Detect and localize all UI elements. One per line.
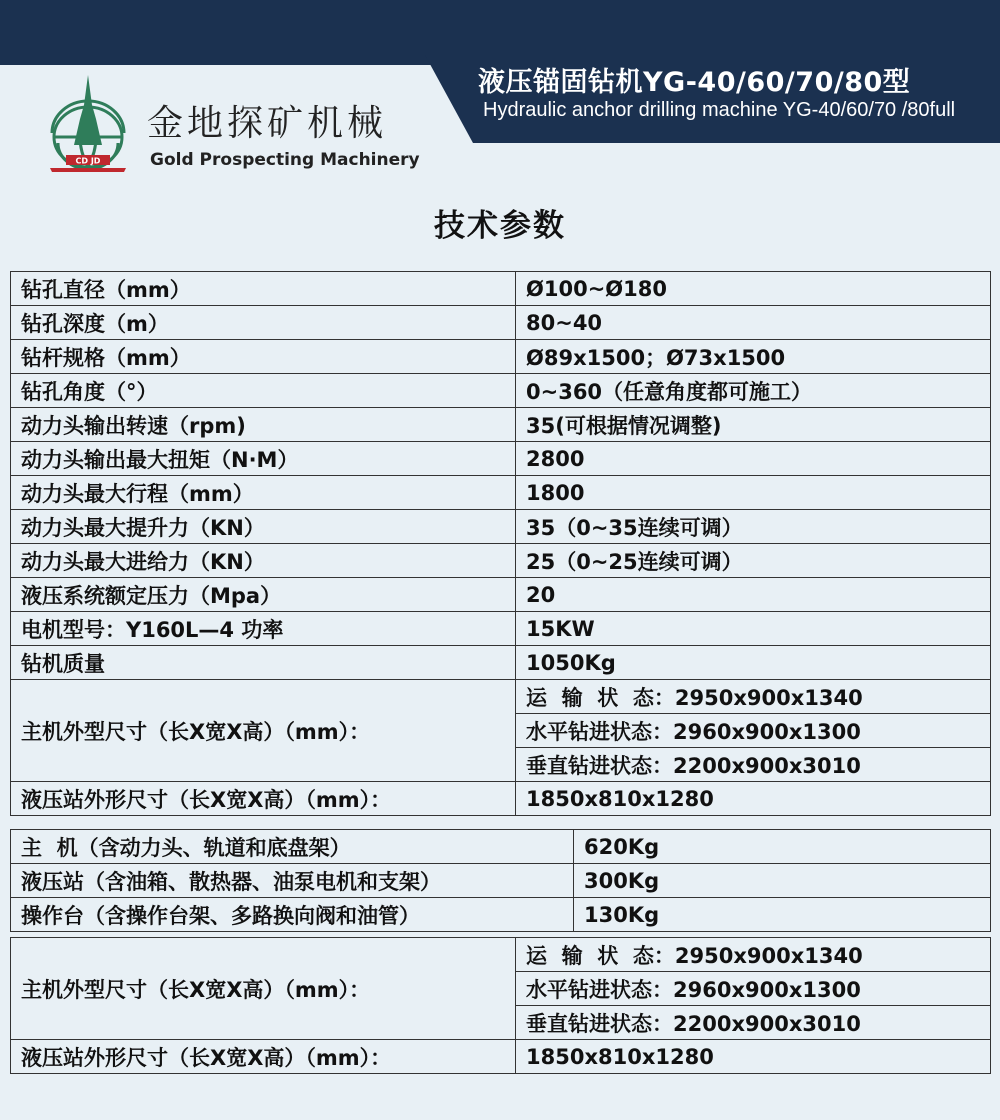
table-row [11, 938, 991, 972]
spec-value: 1800 [516, 476, 991, 510]
weight-label: 液压站（含油箱、散热器、油泵电机和支架） [11, 864, 574, 898]
dimension-cell [516, 748, 991, 782]
section-title: 技术参数 [434, 208, 566, 244]
spec-value: Ø89x1500；Ø73x1500 [516, 340, 991, 374]
weight-table [10, 829, 991, 932]
table-row [11, 646, 991, 680]
spec-label: 钻杆规格（mm） [11, 340, 516, 374]
dimension-cell [516, 680, 991, 714]
weight-value: 130Kg [574, 898, 991, 932]
dimension-state: 垂直钻进状态： [526, 1011, 673, 1036]
dimension-value: 2950x900x1340 [674, 685, 863, 710]
dimension-cell [516, 938, 991, 972]
spec-value: 1850x810x1280 [516, 782, 991, 816]
spec-label: 钻孔直径（mm） [11, 272, 516, 306]
spec-value: 35（0~35连续可调） [516, 510, 991, 544]
spec-label: 液压系统额定压力（Mpa） [11, 578, 516, 612]
spec-value: 1050Kg [516, 646, 991, 680]
spec-label: 电机型号：Y160L—4 功率 [11, 612, 516, 646]
dimension-state: 水平钻进状态： [526, 719, 673, 744]
dimension-state: 垂直钻进状态： [526, 753, 673, 778]
table-row [11, 898, 991, 932]
brand-name-en: Gold Prospecting Machinery [150, 150, 420, 170]
spec-label: 液压站外形尺寸（长X宽X高）（mm）： [11, 1040, 516, 1074]
spec-table [10, 271, 991, 816]
table-row [11, 830, 991, 864]
table-row [11, 340, 991, 374]
dimension-value: 2960x900x1300 [673, 719, 861, 744]
brand-name-cn: 金地探矿机械 [147, 103, 388, 144]
table-row [11, 1040, 991, 1074]
spec-label: 钻孔深度（m） [11, 306, 516, 340]
spec-label: 液压站外形尺寸（长X宽X高）（mm）： [11, 782, 516, 816]
dimension-state: 运 输 状 态： [526, 943, 675, 968]
table-row [11, 510, 991, 544]
spec-value: 15KW [516, 612, 991, 646]
dimension-state: 运 输 状 态： [526, 685, 675, 710]
dimension-cell [516, 1006, 991, 1040]
spec-label: 动力头输出最大扭矩（N·M） [11, 442, 516, 476]
dimension-state: 水平钻进状态： [526, 977, 673, 1002]
table-row [11, 306, 991, 340]
product-title: 液压锚固钻机YG-40/60/70/80型 [478, 67, 911, 98]
spec-value: 0~360（任意角度都可施工） [516, 374, 991, 408]
weight-label: 主 机（含动力头、轨道和底盘架） [11, 830, 574, 864]
table-row [11, 408, 991, 442]
weight-label: 操作台（含操作台架、多路换向阀和油管） [11, 898, 574, 932]
table-row [11, 782, 991, 816]
spec-value: 20 [516, 578, 991, 612]
dimension-value: 2200x900x3010 [673, 753, 861, 778]
spec-label: 动力头最大进给力（KN） [11, 544, 516, 578]
table-row [11, 476, 991, 510]
weight-value: 620Kg [574, 830, 991, 864]
dimension-cell [516, 714, 991, 748]
spec-value: 2800 [516, 442, 991, 476]
dimension-value: 2960x900x1300 [673, 977, 861, 1002]
dimension-value: 2200x900x3010 [673, 1011, 861, 1036]
table-row [11, 374, 991, 408]
table-row [11, 680, 991, 714]
table-row [11, 442, 991, 476]
table-row [11, 612, 991, 646]
table-row [11, 864, 991, 898]
dimension-label: 主机外型尺寸（长X宽X高）（mm）： [11, 938, 516, 1040]
dimension-label: 主机外型尺寸（长X宽X高）（mm）： [11, 680, 516, 782]
weight-value: 300Kg [574, 864, 991, 898]
logo-text: CD JD [75, 156, 101, 166]
company-logo-icon [44, 75, 132, 175]
table-row [11, 272, 991, 306]
dimension-cell [516, 972, 991, 1006]
spec-label: 动力头最大提升力（KN） [11, 510, 516, 544]
spec-value: 35(可根据情况调整) [516, 408, 991, 442]
dimension-value: 2950x900x1340 [674, 943, 863, 968]
dimension-table-2 [10, 937, 991, 1074]
spec-value: Ø100~Ø180 [516, 272, 991, 306]
spec-label: 钻机质量 [11, 646, 516, 680]
spec-label: 动力头输出转速（rpm) [11, 408, 516, 442]
table-row [11, 544, 991, 578]
table-row [11, 578, 991, 612]
product-subtitle: Hydraulic anchor drilling machine YG-40/60/70 /80full [483, 99, 956, 121]
spec-value: 1850x810x1280 [516, 1040, 991, 1074]
spec-value: 25（0~25连续可调） [516, 544, 991, 578]
spec-label: 动力头最大行程（mm） [11, 476, 516, 510]
spec-value: 80~40 [516, 306, 991, 340]
spec-label: 钻孔角度（°） [11, 374, 516, 408]
